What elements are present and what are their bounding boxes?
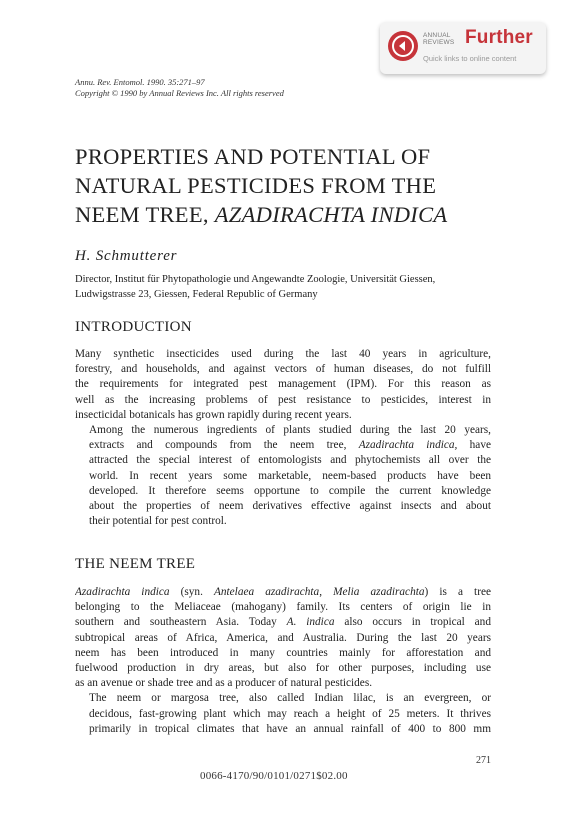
citation [75,77,284,99]
further-badge[interactable] [380,22,546,74]
section-heading-neem-tree: THE NEEM TREE [75,556,196,572]
annual-reviews-label: ANNUAL REVIEWS [423,32,455,46]
neem-tree-body [75,585,491,737]
introduction-body [75,347,491,529]
title-line: NATURAL PESTICIDES FROM THE [75,173,437,198]
author-affiliation: Director, Institut für Phytopathologie und Angewandte Zoologie, Universität Giessen, Ludwigstrasse 23, Giessen, Federal Republic of Germany [75,274,436,300]
page-number: 271 [476,755,491,766]
citation-copyright: Copyright © 1990 by Annual Reviews Inc. All rights reserved [75,88,284,98]
paragraph: The neem or margosa tree, also called Indian lilac, is an evergreen, or decidous, fast-growing plant which may reach a height of 25 meters. It thrives primarily in tropical climates that have an annual rainfall of 400 to 800 mm [89,692,491,735]
paragraph: Azadirachta indica (syn. Antelaea azadirachta, Melia azadirachta) is a tree belonging to the Meliaceae (mahogany) family. Its centers of origin lie in southern and southeastern Asia. Today A. indica also occurs in tropical and subtropical areas of Africa, America, and Australia. During the last 20 years neem has been introduced in many countries mainly for afforestation and fuelwood production in dry areas, but also for other purposes, including use as an avenue or shade tree and as a producer of natural pesticides. [75,586,491,690]
further-label: Further [465,27,533,48]
section-heading-introduction: INTRODUCTION [75,319,192,335]
author-name: H. Schmutterer [75,248,178,264]
paragraph: Among the numerous ingredients of plants studied during the last 20 years, extracts and compounds from the neem tree, Azadirachta indica, have attracted the special interest of entomologists and phytochemists all over the world. In recent years some marketable, neem-based products have been developed. It therefore seems opportune to compile the current knowledge about the properties of neem derivatives effective against insects and about their potential for pest control. [89,424,491,528]
title-line: PROPERTIES AND POTENTIAL OF [75,144,431,169]
paragraph: Many synthetic insecticides used during the last 40 years in agriculture, forestry, and households, and against vectors of human diseases, do not fulfill the requirements for integrated pest management (IPM). For this reason as well as the increasing problems of pest resistance to pesticides, interest in insecticidal botanicals has grown rapidly during recent years. [75,348,491,421]
further-arrow-icon [388,31,418,61]
further-subtitle: Quick links to online content [423,54,517,63]
paper-title [75,142,515,229]
citation-journal: Annu. Rev. Entomol. 1990. 35:271–97 [75,77,205,87]
article-code: 0066-4170/90/0101/0271$02.00 [200,770,348,782]
title-line: NEEM TREE, AZADIRACHTA INDICA [75,202,448,227]
